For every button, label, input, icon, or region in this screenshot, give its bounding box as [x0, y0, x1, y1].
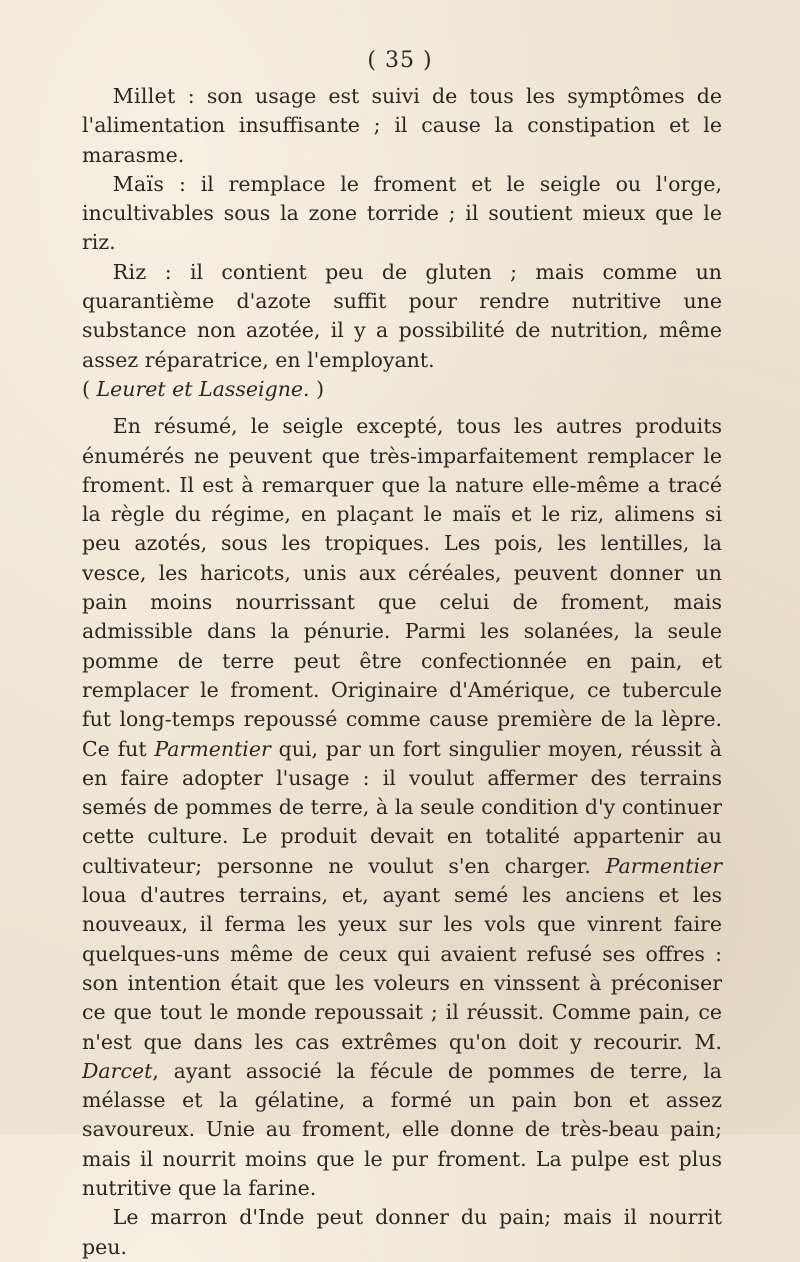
paragraph-riz-text: : il contient peu de gluten ; mais comme un quarantième d'azote suffit pour rendre nutritive une substance non azotée, il y a possibilité de nutrition, même assez réparatrice, en l'employant. [82, 259, 722, 372]
paragraph-resume [82, 412, 722, 1203]
resume-part-1: En résumé, le seigle excepté, tous les autres produits énumérés ne peuvent que très-imparfaitement remplacer le froment. Il est à remarquer que la nature elle-même a tracé la règle du régime, en plaçant le maïs et le riz, alimens si peu azotés, sous les tropiques. Les pois, les lentilles, la vesce, les haricots, unis aux céréales, peuvent donner un pain moins nourrissant que celui de froment, mais admissible dans la pénurie. Parmi les solanées, la seule pomme de terre peut être confectionnée en pain, et remplacer le froment. Originaire d'Amérique, ce tubercule fut long-temps repoussé comme cause première de la lèpre. Ce fut [82, 414, 722, 761]
term-riz: Riz [112, 259, 147, 284]
name-parmentier-1: Parmentier [154, 736, 271, 761]
term-millet: Millet [112, 84, 176, 108]
citation-authors: Leuret et Lasseigne. [96, 376, 310, 401]
citation-open: ( [82, 376, 97, 401]
term-mais: Maïs [112, 171, 165, 196]
resume-part-3: loua d'autres terrains, et, ayant semé les anciens et les nouveaux, il ferma les yeux sur les vols que vinrent faire quelques-uns même de ceux qui avaient refusé ses offres : son intention était que les voleurs en vinssent à préconiser ce que tout le monde repoussait ; il réussit. Comme pain, ce n'est que dans les cas extrêmes qu'on doit y recourir. M. [82, 883, 722, 1054]
paragraph-mais [82, 170, 722, 258]
name-darcet: Darcet [82, 1058, 153, 1083]
page-text [82, 82, 722, 1262]
paragraph-millet-text: : son usage est suivi de tous les symptômes de l'alimentation insuffisante ; il cause la constipation et le marasme. [82, 84, 722, 167]
paragraph-riz [82, 258, 722, 404]
page-number: ( 35 ) [367, 48, 433, 73]
paragraph-mais-text: : il remplace le froment et le seigle ou l'orge, incultivables sous la zone torride ; il soutient mieux que le riz. [82, 171, 722, 255]
paragraph-marron: Le marron d'Inde peut donner du pain; mais il nourrit peu. [82, 1205, 722, 1259]
citation-close: ) [309, 376, 325, 401]
name-parmentier-2: Parmentier [605, 853, 722, 878]
resume-part-2: qui, par un fort singulier moyen, réussit à en faire adopter l'usage : il voulut affermer des terrains semés de pommes de terre, à la seule condition d'y continuer cette culture. Le produit devait en totalité appartenir au cultivateur; personne ne voulut s'en charger. [82, 736, 722, 878]
paragraph-millet [82, 82, 722, 170]
resume-part-4: , ayant associé la fécule de pommes de terre, la mélasse et la gélatine, a formé un pain bon et assez savoureux. Unie au froment, elle donne de très-beau pain; mais il nourrit moins que le pur froment. La pulpe est plus nutritive que la farine. [82, 1058, 722, 1200]
